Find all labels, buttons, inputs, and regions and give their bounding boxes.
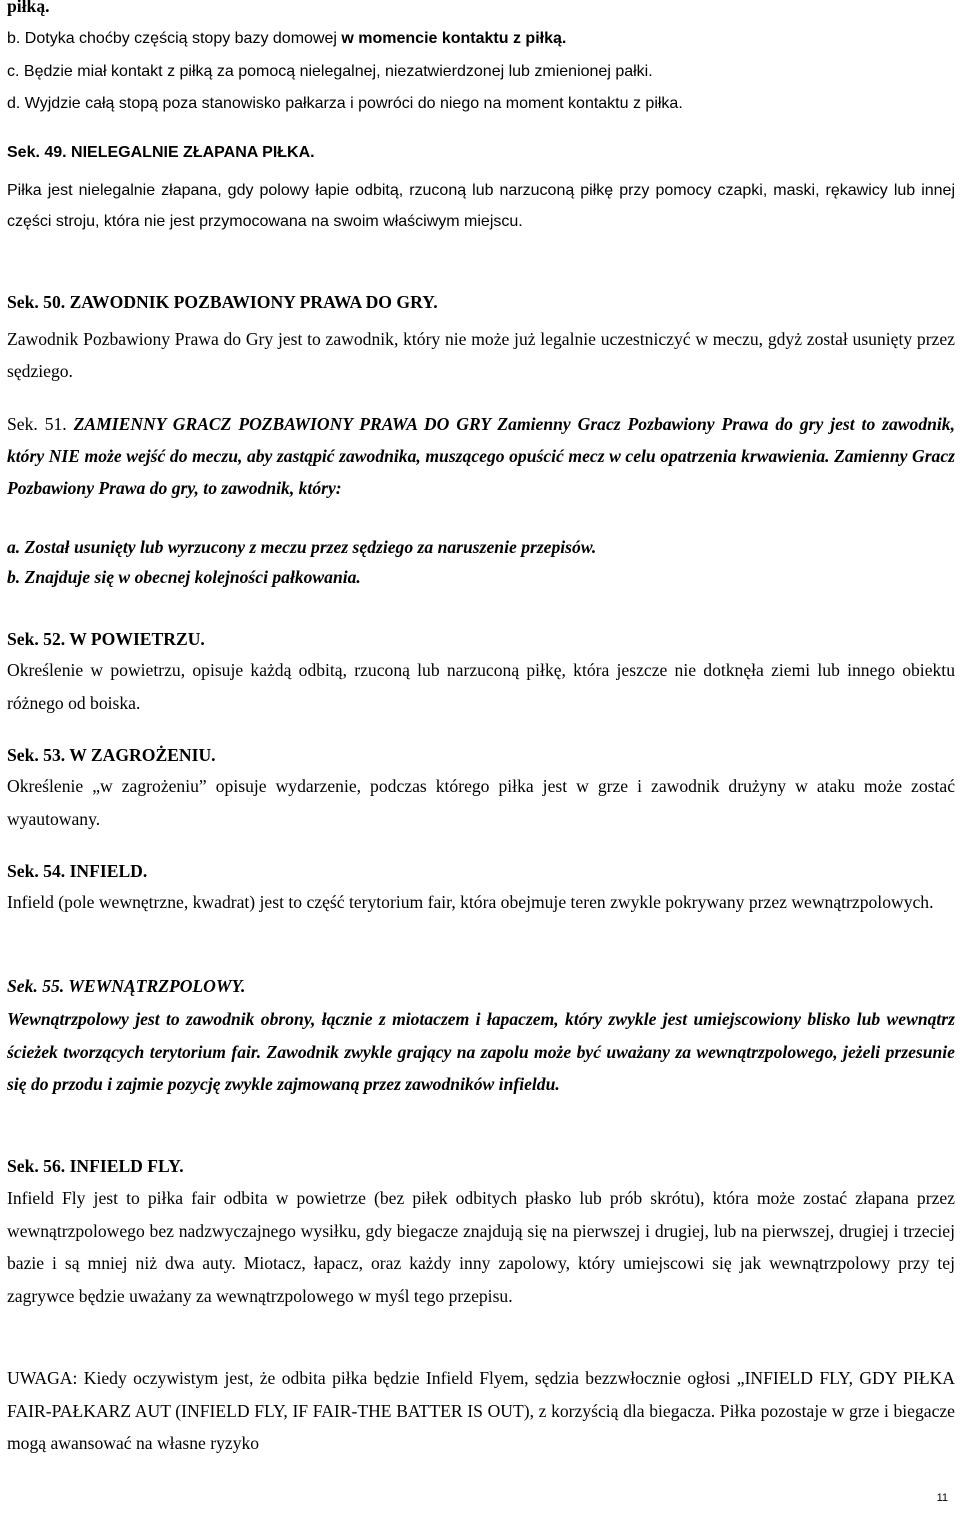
section-56-heading: Sek. 56. INFIELD FLY. <box>7 1156 184 1176</box>
list-item-b-text: b. Dotyka choćby częścią stopy bazy domowej <box>7 30 342 47</box>
list-item-d: d. Wyjdzie całą stopą poza stanowisko pałkarza i powróci do niego na moment kontaktu z piłka. <box>7 95 683 112</box>
section-51-lead: Sek. 51. <box>7 414 74 434</box>
section-51-body: ZAMIENNY GRACZ POZBAWIONY PRAWA DO GRY Zamienny Gracz Pozbawiony Prawa do gry jest to zawodnik, który NIE może wejść do meczu, aby zastąpić zawodnika, muszącego opuścić mecz w celu opatrzenia krwawienia. Zamienny Gracz Pozbawiony Prawa do gry, to zawodnik, który: <box>7 414 956 498</box>
section-53-body: Określenie „w zagrożeniu” opisuje wydarzenie, podczas którego piłka jest w grze i zawodnik drużyny w ataku może zostać wyautowany. <box>7 776 955 829</box>
section-51-item-a: a. Został usunięty lub wyrzucony z meczu przez sędziego za naruszenie przepisów. <box>7 537 597 557</box>
section-53-heading: Sek. 53. W ZAGROŻENIU. <box>7 745 216 765</box>
list-item-b <box>7 25 955 54</box>
section-49-heading: Sek. 49. NIELEGALNIE ZŁAPANA PIŁKA. <box>7 144 315 161</box>
section-51-block <box>7 408 955 504</box>
section-51-item-b: b. Znajduje się w obecnej kolejności pałkowania. <box>7 567 361 587</box>
section-50-body: Zawodnik Pozbawiony Prawa do Gry jest to zawodnik, który nie może już legalnie uczestniczyć w meczu, gdyż został usunięty przez sędziego. <box>7 329 955 381</box>
section-56-body: Infield Fly jest to piłka fair odbita w powietrze (bez piłek odbitych płasko lub prób skrótu), która może zostać złapana przez wewnątrzpolowego bez nadzwyczajnego wysiłku, gdy biegacze znajdują się na pierwszej i drugiej, lub na pierwszej, drugiej i trzeciej bazie i są mniej niż dwa auty. Miotacz, łapacz, oraz każdy inny zapolowy, który umiejscowi się jak wewnątrzpolowy przy tej zagrywce będzie uważany za wewnątrzpolowego w myśl tego przepisu. <box>7 1188 955 1307</box>
list-item-b-bold: w momencie kontaktu z piłką. <box>341 30 567 47</box>
section-49-body: Piłka jest nielegalnie złapana, gdy polowy łapie odbitą, rzuconą lub narzuconą piłkę przy pomocy czapki, maski, rękawicy lub innej części stroju, która nie jest przymocowana na swoim właściwym miejscu. <box>7 182 955 230</box>
continuation-text: piłką. <box>7 0 50 16</box>
section-50-heading: Sek. 50. ZAWODNIK POZBAWIONY PRAWA DO GRY. <box>7 292 438 312</box>
note-paragraph: UWAGA: Kiedy oczywistym jest, że odbita piłka będzie Infield Flyem, sędzia bezzwłocznie ogłosi „INFIELD FLY, GDY PIŁKA FAIR-PAŁKARZ AUT (INFIELD FLY, IF FAIR-THE BATTER IS OUT), z korzyścią dla biegacza. Piłka pozostaje w grze i biegacze mogą awansować na własne ryzyko <box>7 1368 955 1454</box>
section-55-heading: Sek. 55. WEWNĄTRZPOLOWY. <box>7 976 246 996</box>
page-number: 11 <box>936 1492 948 1504</box>
section-54-body: Infield (pole wewnętrzne, kwadrat) jest to część terytorium fair, która obejmuje teren zwykle pokrywany przez wewnątrzpolowych. <box>7 892 934 912</box>
list-item-c: c. Będzie miał kontakt z piłką za pomocą nielegalnej, niezatwierdzonej lub zmienionej pałki. <box>7 63 653 80</box>
section-52-heading: Sek. 52. W POWIETRZU. <box>7 629 205 649</box>
section-52-body: Określenie w powietrzu, opisuje każdą odbitą, rzuconą lub narzuconą piłkę, która jeszcze nie dotknęła ziemi lub innego obiektu różnego od boiska. <box>7 660 955 713</box>
section-55-body: Wewnątrzpolowy jest to zawodnik obrony, łącznie z miotaczem i łapaczem, który zwykle jest umiejscowiony blisko lub wewnątrz ścieżek tworzących terytorium fair. Zawodnik zwykle grający na zapolu może być uważany za wewnątrzpolowego, jeżeli przesunie się do przodu i zajmie pozycję zwykle zajmowaną przez zawodników infieldu. <box>7 1009 955 1095</box>
section-54-heading: Sek. 54. INFIELD. <box>7 861 148 881</box>
